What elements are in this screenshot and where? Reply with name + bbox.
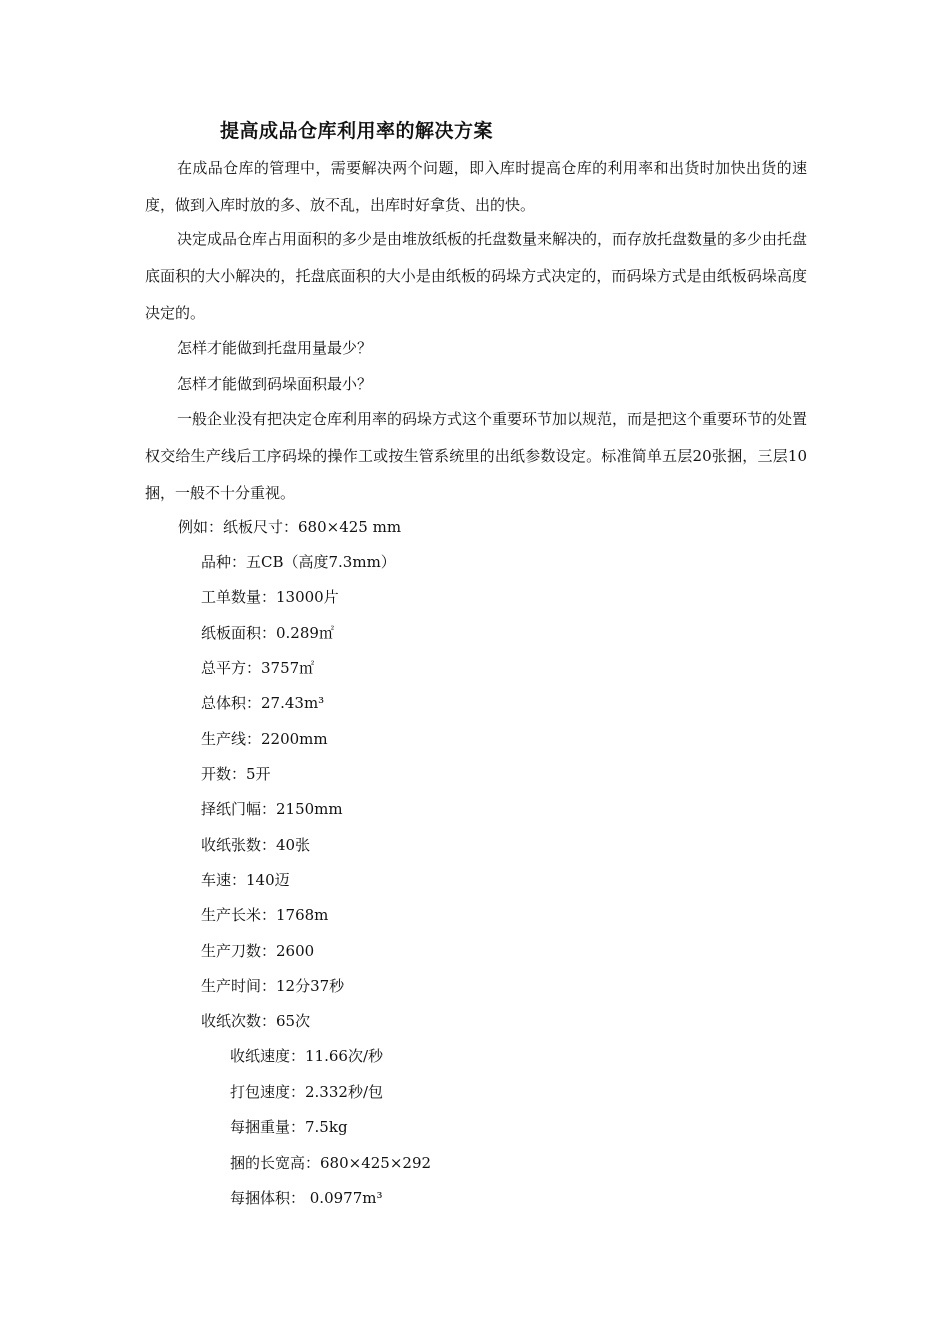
- example-paper-width: 择纸门幅：2150mm: [201, 800, 343, 818]
- paragraph-intro: 在成品仓库的管理中，需要解决两个问题，即入库时提高仓库的利用率和出货时加快出货的速度，做到入库时放的多、放不乱，出库时好拿货、出的快。: [145, 159, 807, 214]
- example-cut-count: 开数：5开: [201, 765, 271, 783]
- paragraph-question-pallet: 怎样才能做到托盘用量最少？: [177, 339, 373, 357]
- example-machine-speed: 车速：140迈: [201, 871, 290, 889]
- paragraph-enterprise-practice: 一般企业没有把决定仓库利用率的码垛方式这个重要环节加以规范，而是把这个重要环节的处置权交给生产线后工序码垛的操作工或按生管系统里的出纸参数设定。标准简单五层20张捆，三层10捆，一般不十分重视。: [145, 410, 808, 502]
- example-board-size: 例如：纸板尺寸：680×425 mm: [178, 518, 402, 536]
- example-production-time: 生产时间：12分37秒: [201, 977, 345, 995]
- example-order-quantity: 工单数量：13000片: [201, 588, 339, 606]
- example-total-volume: 总体积：27.43m³: [201, 694, 325, 712]
- example-stack-speed: 收纸速度：11.66次/秒: [230, 1047, 383, 1065]
- example-production-length: 生产长米：1768m: [201, 906, 329, 924]
- example-variety: 品种：五CB（高度7.3mm）: [201, 553, 396, 571]
- paragraph-area-decision: 决定成品仓库占用面积的多少是由堆放纸板的托盘数量来解决的，而存放托盘数量的多少由托盘底面积的大小解决的，托盘底面积的大小是由纸板的码垛方式决定的，而码垛方式是由纸板码垛高度决定的。: [145, 230, 808, 322]
- paragraph-question-area: 怎样才能做到码垛面积最小？: [177, 375, 373, 393]
- example-knife-count: 生产刀数：2600: [201, 942, 315, 960]
- document-title: 提高成品仓库利用率的解决方案: [220, 120, 494, 142]
- example-bundle-weight: 每捆重量：7.5kg: [230, 1118, 348, 1136]
- example-board-area: 纸板面积：0.289㎡: [201, 624, 334, 642]
- example-total-square: 总平方：3757㎡: [201, 659, 315, 677]
- example-production-line: 生产线：2200mm: [201, 730, 328, 748]
- example-stack-times: 收纸次数：65次: [201, 1012, 311, 1030]
- example-bundle-volume: 每捆体积： 0.0977m³: [230, 1189, 383, 1207]
- example-pack-speed: 打包速度：2.332秒/包: [230, 1083, 383, 1101]
- example-stack-sheets: 收纸张数：40张: [201, 836, 311, 854]
- example-bundle-dimensions: 捆的长宽高：680×425×292: [230, 1154, 432, 1172]
